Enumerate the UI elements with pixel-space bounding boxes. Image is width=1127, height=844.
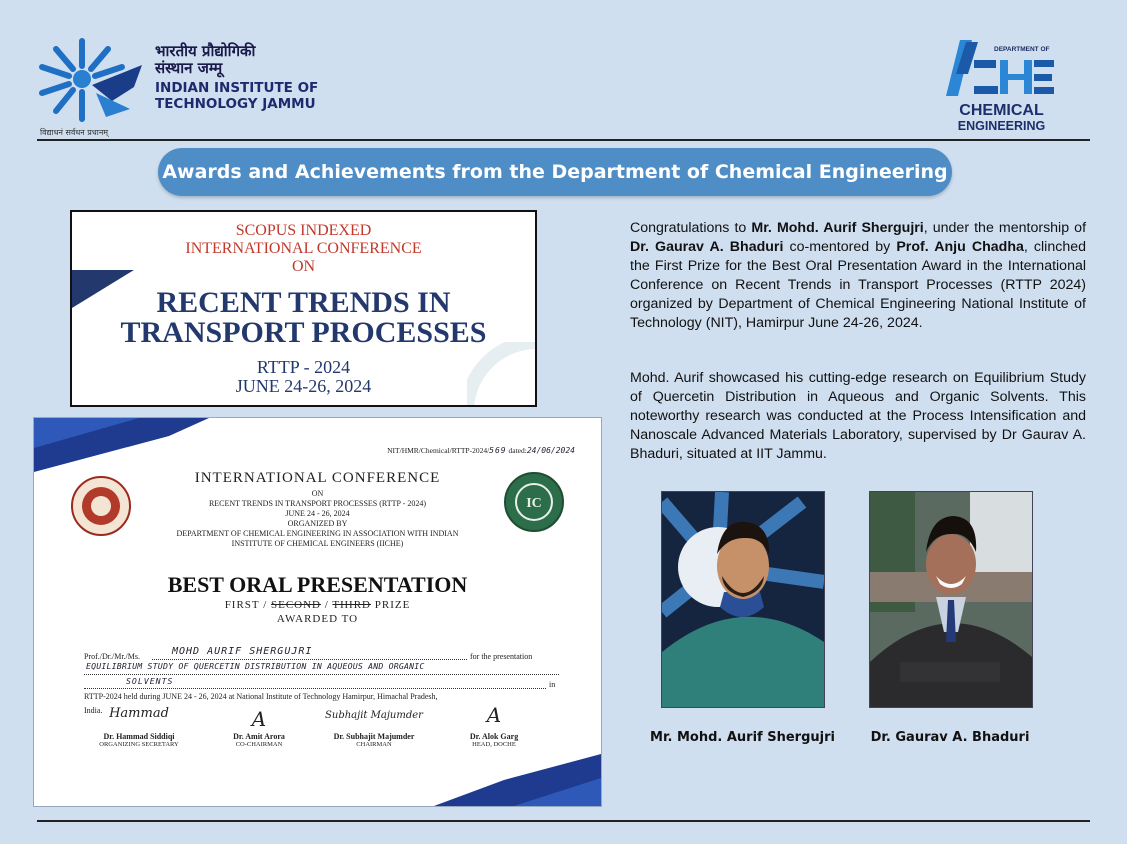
cert-ref-dated: dated:: [508, 446, 527, 455]
prize-word: PRIZE: [371, 599, 411, 611]
congratulations-paragraph: [630, 219, 1086, 333]
cert-ref-prefix: NIT/HMR/Chemical/RTTP-2024/: [387, 446, 490, 455]
poster-top-lines: [72, 222, 535, 276]
prize-third: THIRD: [332, 599, 371, 611]
awards-banner: Awards and Achievements from the Department of Chemical Engineering: [158, 148, 952, 196]
research-paragraph: Mohd. Aurif showcased his cutting-edge research on Equilibrium Study of Quercetin Distribution in Aqueous and Organic Solvents. This noteworthy research was conducted at the Process Intensification and Nanoscale Advanced Materials Laboratory, supervised by Dr Gaurav A. Bhaduri, situated at IIT Jammu.: [630, 370, 1086, 462]
che-graphic: [944, 34, 1059, 104]
prize-sep: /: [321, 599, 329, 611]
poster-intl-line: INTERNATIONAL CONFERENCE: [185, 240, 422, 257]
p1-text-3: co-mentored by: [783, 239, 897, 255]
student-portrait: [662, 492, 824, 707]
cert-ref: [387, 446, 575, 455]
signatory-1: [89, 706, 189, 748]
photo-mentor: [869, 491, 1033, 708]
cert-awarded-to: AWARDED TO: [276, 613, 359, 625]
footer-divider: [37, 820, 1090, 822]
signature-1: Hammad: [109, 706, 169, 721]
cert-name-line: [152, 659, 467, 660]
cert-recipient-name: MOHD AURIF SHERGUJRI: [172, 646, 313, 657]
cert-conf-name: RECENT TRENDS IN TRANSPORT PROCESSES (RTTP - 2024): [208, 499, 427, 508]
signatory-3: [314, 706, 434, 748]
iit-jammu-logo: [35, 36, 145, 126]
signatory-1-role: ORGANIZING SECRETARY: [99, 741, 179, 748]
mentor-portrait: [870, 492, 1032, 707]
cert-organizer2: INSTITUTE OF CHEMICAL ENGINEERS (IICHE): [231, 539, 404, 548]
signatory-3-role: CHAIRMAN: [356, 741, 392, 748]
cert-prize-line: [34, 599, 601, 611]
cert-on: ON: [311, 489, 324, 498]
cert-india: India.: [84, 706, 103, 715]
photo-student: [661, 491, 825, 708]
cert-held-text: RTTP-2024 held during JUNE 24 - 26, 2024 at National Institute of Technology Hamirpur, Himachal Pradesh,: [84, 692, 438, 701]
institute-name-hindi: [155, 43, 255, 77]
p1-mentor-name: Dr. Gaurav A. Bhaduri: [630, 239, 784, 255]
institute-name-english: [155, 80, 318, 112]
english-line-2: TECHNOLOGY JAMMU: [155, 96, 316, 112]
signatory-4: [452, 700, 536, 748]
poster-dates: JUNE 24-26, 2024: [235, 376, 372, 396]
dept-logo-top-text: DEPARTMENT OF: [994, 46, 1050, 53]
cert-ref-date: 24/06/2024: [526, 446, 575, 455]
cert-topic-line1-rule: [84, 674, 559, 675]
cert-heading: INTERNATIONAL CONFERENCE: [194, 470, 441, 486]
english-line-1: INDIAN INSTITUTE OF: [155, 80, 319, 96]
signature-2: A: [251, 707, 267, 731]
cert-for-presentation: for the presentation: [470, 652, 533, 661]
poster-date-block: [72, 358, 535, 396]
p1-student-name: Mr. Mohd. Aurif Shergujri: [751, 220, 924, 236]
svg-text:IC: IC: [526, 496, 542, 511]
signature-3: Subhajit Majumder: [325, 710, 423, 721]
p1-text-2: , under the mentorship of: [923, 220, 1087, 236]
cert-conference-details: [34, 489, 601, 549]
p1-text-4: , clinched the First Prize for the Best Oral Presentation Award in the International Conference on Recent Trends in Transport Processes (RTTP 2024) organized by Department of Chemical Engineering National Institute of Technology (NIT), Hamirpur June 24-26, 2024.: [630, 239, 1086, 331]
cert-award-title: BEST ORAL PRESENTATION: [167, 572, 468, 597]
caption-student: Mr. Mohd. Aurif Shergujri: [650, 730, 835, 745]
cert-organized-by: ORGANIZED BY: [287, 519, 348, 528]
caption-mentor: Dr. Gaurav A. Bhaduri: [870, 730, 1030, 745]
cert-organizer1: DEPARTMENT OF CHEMICAL ENGINEERING IN ASSOCIATION WITH INDIAN: [176, 529, 459, 538]
cert-topic-line2-rule: [84, 688, 546, 689]
conference-poster: [70, 210, 537, 407]
dept-logo-line1: CHEMICAL: [959, 102, 1044, 119]
institute-motto: विद्याधनं सर्वधन प्रधानम्: [40, 128, 109, 137]
poster-title: [72, 288, 535, 348]
signatory-4-name: Dr. Alok Garg: [469, 732, 519, 741]
poster-acronym: RTTP - 2024: [256, 357, 351, 377]
signatory-2-name: Dr. Amit Arora: [233, 732, 285, 741]
p1-text-1: Congratulations to: [630, 220, 752, 236]
signatory-2: [214, 706, 304, 748]
certificate-image: [33, 417, 602, 807]
cert-topic-line2: SOLVENTS: [126, 676, 174, 686]
signatory-3-name: Dr. Subhajit Majumder: [333, 732, 415, 741]
cert-in: in: [549, 680, 556, 689]
signatory-4-role: HEAD, DOCHE: [472, 741, 516, 748]
cert-topic-line1: EQUILIBRIUM STUDY OF QUERCETIN DISTRIBUTION IN AQUEOUS AND ORGANIC: [86, 661, 425, 671]
poster-title-line1: RECENT TRENDS IN: [156, 286, 451, 319]
p1-comentor-name: Prof. Anju Chadha: [896, 239, 1024, 255]
poster-scopus-line: SCOPUS INDEXED: [235, 222, 372, 239]
hindi-line-2: संस्थान जम्मू: [155, 59, 223, 77]
signatory-1-name: Dr. Hammad Siddiqi: [103, 732, 175, 741]
signatory-2-role: CO-CHAIRMAN: [235, 741, 283, 748]
cert-conf-dates: JUNE 24 - 26, 2024: [285, 509, 350, 518]
cert-recipient-prefix: Prof./Dr./Mr./Ms.: [84, 652, 141, 661]
cert-ref-number: 569: [489, 446, 507, 455]
department-logo: [944, 34, 1059, 134]
poster-title-line2: TRANSPORT PROCESSES: [120, 316, 487, 349]
prize-first: FIRST /: [224, 599, 268, 611]
header-divider: [37, 139, 1090, 141]
hindi-line-1: भारतीय प्रौद्योगिकी: [155, 42, 256, 60]
signature-4: A: [486, 703, 502, 727]
prize-second: SECOND: [271, 599, 322, 611]
dept-logo-line2: ENGINEERING: [957, 119, 1046, 133]
poster-on-line: ON: [291, 258, 316, 275]
